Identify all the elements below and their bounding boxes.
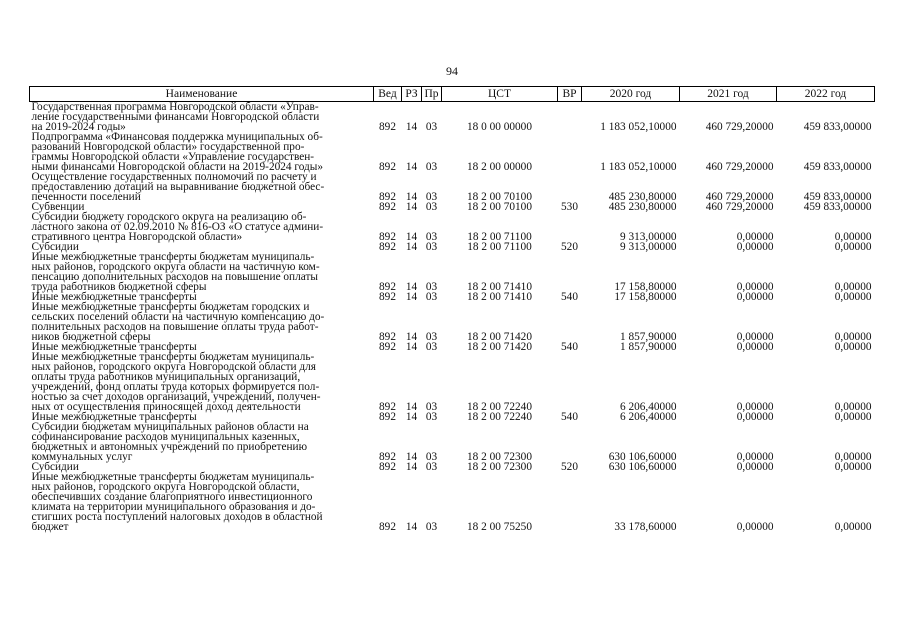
row-name [30, 132, 374, 172]
row-name-line: ными финансами Новгородской области на 2019-2024 годы» [31, 161, 324, 173]
row-value-2020: 17 158,80000 [614, 291, 677, 303]
row-rz: 14 [405, 451, 418, 463]
row-pr: 03 [425, 281, 438, 293]
row-value-2022: 0,00000 [834, 341, 872, 353]
row-name-line: печенности поселений [31, 191, 141, 203]
row-name [30, 252, 374, 292]
row-value-2022: 0,00000 [834, 451, 872, 463]
row-ved: 892 [379, 411, 396, 423]
row-value-2022: 0,00000 [834, 401, 872, 413]
table-row [30, 102, 875, 133]
row-name-line: ластного закона от 02.09.2010 № 816-ОЗ «О статусе админи- [31, 221, 324, 233]
row-cst: 18 2 00 71410 [467, 291, 532, 303]
row-cst: 18 2 00 70100 [467, 191, 532, 203]
header-vr: ВР [558, 87, 582, 102]
table-header-row [30, 87, 875, 102]
row-name-line: Субсидии бюджетам муниципальных районов области на [31, 421, 309, 433]
row-vr [558, 252, 582, 292]
row-value-2021: 0,00000 [736, 401, 774, 413]
row-value-2021: 0,00000 [736, 291, 774, 303]
row-name-line: ностью за счет доходов организаций, учреждений, получен- [31, 391, 321, 403]
row-cst: 18 2 00 72300 [467, 451, 532, 463]
row-name-line: ление государственными финансами Новгородской области [31, 111, 320, 123]
row-value-2020: 6 206,40000 [620, 401, 677, 413]
row-ved: 892 [379, 401, 396, 413]
row-value-2021: 0,00000 [736, 341, 774, 353]
budget-table [29, 86, 875, 532]
header-2021: 2021 год [680, 87, 777, 102]
table-row [30, 422, 875, 462]
row-name-line: Осуществление государственных полномочий по расчету и [31, 171, 317, 183]
row-ved: 892 [379, 201, 396, 213]
row-name-line: сельских поселений области на частичную компенсацию до- [31, 311, 325, 323]
row-name-line: ных районов, городского округа области на частичную ком- [31, 261, 320, 273]
row-name-line: Субвенции [31, 201, 85, 213]
row-ved: 892 [379, 231, 396, 243]
row-value-2021: 0,00000 [736, 451, 774, 463]
row-value-2021: 460 729,20000 [705, 121, 774, 133]
row-cst: 18 2 00 71420 [467, 341, 532, 353]
row-value-2020: 17 158,80000 [614, 281, 677, 293]
row-rz: 14 [405, 201, 418, 213]
row-ved: 892 [379, 451, 396, 463]
row-vr: 540 [561, 411, 578, 423]
row-name-line: полнительных расходов на повышение оплаты труда работ- [31, 321, 319, 333]
row-name [30, 102, 374, 133]
row-name-line: Иные межбюджетные трансферты [31, 341, 197, 353]
row-ved: 892 [379, 291, 396, 303]
row-name-line: на 2019-2024 годы» [31, 121, 126, 133]
row-value-2021: 460 729,20000 [705, 201, 774, 213]
row-name [30, 472, 374, 532]
row-value-2020: 1 857,90000 [620, 331, 677, 343]
row-name [30, 212, 374, 242]
row-value-2022: 0,00000 [834, 241, 872, 253]
row-cst: 18 2 00 00000 [467, 161, 532, 173]
row-name-line: обеспечивших создание благоприятного инвестиционного [31, 491, 313, 503]
row-vr [558, 352, 582, 412]
row-rz: 14 [405, 191, 418, 203]
row-vr [558, 472, 582, 532]
row-value-2022: 459 833,00000 [803, 191, 872, 203]
row-value-2020: 485 230,80000 [608, 201, 677, 213]
row-value-2021: 0,00000 [736, 281, 774, 293]
row-pr: 03 [425, 401, 438, 413]
row-name-line: стигших роста поступлений налоговых доходов в областной [31, 511, 323, 523]
row-rz: 14 [405, 521, 418, 533]
row-value-2022: 0,00000 [834, 411, 872, 423]
row-rz: 14 [405, 461, 418, 473]
row-vr [558, 132, 582, 172]
row-name-line: Субсидии [31, 241, 79, 253]
header-cst: ЦСТ [442, 87, 558, 102]
row-name [30, 302, 374, 342]
row-pr: 03 [425, 161, 438, 173]
row-name-line: ных районов, городского округа Новгородской области для [31, 361, 316, 373]
row-ved: 892 [379, 161, 396, 173]
row-name-line: ных районов, городского округа Новгородской области, [31, 481, 300, 493]
row-rz: 14 [405, 341, 418, 353]
row-pr: 03 [425, 201, 438, 213]
row-name-line: Иные межбюджетные трансферты [31, 411, 197, 423]
row-pr: 03 [425, 291, 438, 303]
header-2020: 2020 год [582, 87, 680, 102]
row-name-line: разований Новгородской области» государственной про- [31, 141, 305, 153]
row-vr [558, 302, 582, 342]
row-rz: 14 [405, 411, 418, 423]
row-vr: 530 [561, 201, 578, 213]
table-row [30, 172, 875, 202]
row-cst: 18 2 00 71410 [467, 281, 532, 293]
row-value-2021: 0,00000 [736, 331, 774, 343]
row-ved: 892 [379, 521, 396, 533]
row-ved: 892 [379, 341, 396, 353]
row-rz: 14 [405, 161, 418, 173]
row-value-2020: 485 230,80000 [608, 191, 677, 203]
table-row [30, 352, 875, 412]
row-vr [558, 102, 582, 133]
row-name-line: Иные межбюджетные трансферты бюджетам муниципаль- [31, 251, 315, 263]
row-rz: 14 [405, 281, 418, 293]
row-value-2022: 0,00000 [834, 521, 872, 533]
header-2022: 2022 год [777, 87, 875, 102]
row-value-2021: 460 729,20000 [705, 161, 774, 173]
row-value-2022: 459 833,00000 [803, 121, 872, 133]
row-cst: 18 0 00 00000 [467, 121, 532, 133]
header-ved: Вед [374, 87, 402, 102]
row-name-line: Иные межбюджетные трансферты бюджетам городских и [31, 301, 310, 313]
row-pr: 03 [425, 461, 438, 473]
table-row [30, 132, 875, 172]
row-name-line: Субсидии бюджету городского округа на реализацию об- [31, 211, 307, 223]
row-value-2021: 0,00000 [736, 411, 774, 423]
header-name: Наименование [30, 87, 374, 102]
row-ved: 892 [379, 461, 396, 473]
row-value-2021: 0,00000 [736, 241, 774, 253]
row-pr: 03 [425, 231, 438, 243]
row-value-2022: 0,00000 [834, 231, 872, 243]
row-rz: 14 [405, 291, 418, 303]
row-value-2020: 9 313,00000 [620, 231, 677, 243]
row-pr: 03 [425, 241, 438, 253]
row-value-2020: 1 183 052,10000 [600, 161, 677, 173]
row-pr: 03 [425, 521, 438, 533]
row-name-line: Иные межбюджетные трансферты [31, 291, 197, 303]
row-value-2020: 33 178,60000 [614, 521, 677, 533]
table-row [30, 212, 875, 242]
row-vr: 540 [561, 341, 578, 353]
row-name-line: Государственная программа Новгородской области «Управ- [31, 101, 319, 113]
row-value-2022: 459 833,00000 [803, 201, 872, 213]
row-ved: 892 [379, 331, 396, 343]
row-pr: 03 [425, 191, 438, 203]
row-name-line: бюджет [31, 521, 69, 533]
row-rz: 14 [405, 241, 418, 253]
row-name-line: предоставлению дотаций на выравнивание бюджетной обес- [31, 181, 325, 193]
row-ved: 892 [379, 281, 396, 293]
row-cst: 18 2 00 71420 [467, 331, 532, 343]
row-name-line: Иные межбюджетные трансферты бюджетам муниципаль- [31, 471, 315, 483]
row-pr: 03 [425, 341, 438, 353]
row-cst: 18 2 00 71100 [467, 231, 532, 243]
row-name-line: бюджетных и автономных учреждений по приобретению [31, 441, 308, 453]
table-row [30, 252, 875, 292]
row-rz: 14 [405, 231, 418, 243]
row-value-2020: 630 106,60000 [608, 451, 677, 463]
table-row [30, 302, 875, 342]
row-name-line: ных от осуществления приносящей доход деятельности [31, 401, 301, 413]
row-cst: 18 2 00 72300 [467, 461, 532, 473]
row-name-line: Иные межбюджетные трансферты бюджетам муниципаль- [31, 351, 315, 363]
row-cst: 18 2 00 72240 [467, 411, 532, 423]
row-value-2022: 459 833,00000 [803, 161, 872, 173]
row-cst: 18 2 00 70100 [467, 201, 532, 213]
header-rz: РЗ [402, 87, 422, 102]
row-name-line: пенсацию дополнительных расходов на повышение оплаты [31, 271, 318, 283]
row-value-2020: 9 313,00000 [620, 241, 677, 253]
row-value-2022: 0,00000 [834, 291, 872, 303]
row-vr [558, 172, 582, 202]
row-value-2022: 0,00000 [834, 281, 872, 293]
row-pr: 03 [425, 451, 438, 463]
row-vr [558, 422, 582, 462]
row-value-2020: 1 183 052,10000 [600, 121, 677, 133]
row-name-line: граммы Новгородской области «Управление государствен- [31, 151, 315, 163]
row-name-line: софинансирование расходов муниципальных казенных, [31, 431, 300, 443]
header-pr: Пр [422, 87, 442, 102]
row-name-line: труда работников бюджетной сферы [31, 281, 207, 293]
row-vr: 520 [561, 461, 578, 473]
row-value-2021: 0,00000 [736, 521, 774, 533]
row-value-2020: 630 106,60000 [608, 461, 677, 473]
row-value-2022: 0,00000 [834, 461, 872, 473]
row-value-2020: 6 206,40000 [620, 411, 677, 423]
row-cst: 18 2 00 72240 [467, 401, 532, 413]
row-ved: 892 [379, 121, 396, 133]
row-value-2022: 0,00000 [834, 331, 872, 343]
row-rz: 14 [405, 121, 418, 133]
table-body [30, 102, 875, 533]
row-name-line: Подпрограмма «Финансовая поддержка муниципальных об- [31, 131, 323, 143]
row-vr: 540 [561, 291, 578, 303]
row-name-line: стративного центра Новгородской области» [31, 231, 243, 243]
row-value-2021: 460 729,20000 [705, 191, 774, 203]
row-rz: 14 [405, 331, 418, 343]
row-name-line: учреждений, фонд оплаты труда которых формируется пол- [31, 381, 320, 393]
row-pr: 03 [425, 411, 438, 423]
row-rz: 14 [405, 401, 418, 413]
row-vr [558, 212, 582, 242]
row-name-line: ников бюджетной сферы [31, 331, 151, 343]
row-pr: 03 [425, 331, 438, 343]
row-ved: 892 [379, 191, 396, 203]
row-cst: 18 2 00 71100 [467, 241, 532, 253]
row-name-line: оплаты труда работников муниципальных организаций, [31, 371, 301, 383]
row-value-2020: 1 857,90000 [620, 341, 677, 353]
row-name [30, 172, 374, 202]
row-value-2021: 0,00000 [736, 231, 774, 243]
row-name-line: коммунальных услуг [31, 451, 133, 463]
row-value-2021: 0,00000 [736, 461, 774, 473]
row-name-line: Субсидии [31, 461, 79, 473]
row-ved: 892 [379, 241, 396, 253]
page-number: 94 [446, 64, 458, 78]
row-name [30, 422, 374, 462]
table-row [30, 472, 875, 532]
row-vr: 520 [561, 241, 578, 253]
row-name [30, 352, 374, 412]
row-name-line: климата на территории муниципального образования и до- [31, 501, 316, 513]
row-pr: 03 [425, 121, 438, 133]
row-cst: 18 2 00 75250 [467, 521, 532, 533]
